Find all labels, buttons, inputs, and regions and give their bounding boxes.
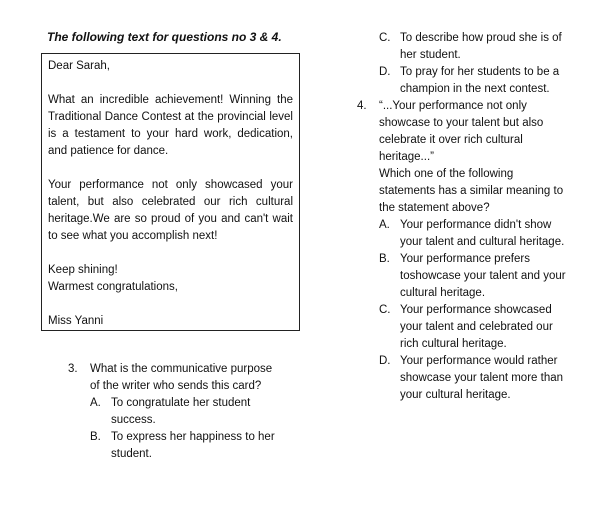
- option-text: rich cultural heritage.: [400, 338, 507, 350]
- greeting-card-letter: [41, 53, 300, 331]
- letter-paragraph-1: What an incredible achievement! Winning the Traditional Dance Contest at the provincial level is a testament to your hard work, dedication, and patience for dance.: [48, 94, 293, 157]
- option-3b: [90, 429, 308, 463]
- question-3: [68, 361, 308, 463]
- option-3d: [379, 64, 589, 98]
- option-text: To pray for her students to be a: [400, 66, 560, 78]
- option-text: her student.: [400, 49, 461, 61]
- question-4-quote-line: showcase to your talent but also: [379, 117, 544, 129]
- question-4-text-line: the statement above?: [379, 202, 490, 214]
- option-4b: [379, 251, 597, 302]
- option-4a: [379, 217, 597, 251]
- option-text: Your performance showcased: [400, 304, 552, 316]
- option-text: your cultural heritage.: [400, 389, 511, 401]
- question-4-text-line: Which one of the following: [379, 168, 514, 180]
- question-4-quote-line: “...Your performance not only: [379, 100, 527, 112]
- option-3a: [90, 395, 308, 429]
- option-text: Your performance didn't show: [400, 219, 552, 231]
- option-3c: [379, 30, 589, 64]
- option-letter: A.: [90, 397, 101, 409]
- option-letter: C.: [379, 32, 391, 44]
- option-text: toshowcase your talent and your: [400, 270, 566, 282]
- option-text: To express her happiness to her: [111, 431, 275, 443]
- option-4d: [379, 353, 597, 404]
- option-text: champion in the next contest.: [400, 83, 550, 95]
- letter-greeting: Dear Sarah,: [48, 60, 111, 72]
- letter-signature: Miss Yanni: [48, 315, 104, 327]
- option-4c: [379, 302, 597, 353]
- letter-closing-1: Keep shining!: [48, 264, 118, 276]
- option-letter: C.: [379, 304, 391, 316]
- option-letter: D.: [379, 66, 391, 78]
- option-letter: B.: [90, 431, 101, 443]
- option-text: showcase your talent more than: [400, 372, 564, 384]
- question-4: [357, 98, 597, 404]
- option-text: your talent and celebrated our: [400, 321, 553, 333]
- option-text: student.: [111, 448, 152, 460]
- option-text: success.: [111, 414, 156, 426]
- question-3-number: 3.: [68, 363, 78, 375]
- question-3-text-line: of the writer who sends this card?: [90, 380, 262, 392]
- option-text: Your performance would rather: [400, 355, 558, 367]
- option-text: Your performance prefers: [400, 253, 530, 265]
- option-text: cultural heritage.: [400, 287, 486, 299]
- option-letter: B.: [379, 253, 390, 265]
- question-3-continued: [379, 30, 589, 98]
- question-4-number: 4.: [357, 100, 367, 112]
- option-letter: A.: [379, 219, 390, 231]
- option-text: To congratulate her student: [111, 397, 251, 409]
- question-4-quote-line: celebrate it over rich cultural: [379, 134, 523, 146]
- letter-paragraph-2: Your performance not only showcased your talent, but also celebrated our rich cultural heritage.We are so proud of you and can't wait to see what you accomplish next!: [48, 179, 293, 242]
- option-letter: D.: [379, 355, 391, 367]
- option-text: your talent and cultural heritage.: [400, 236, 565, 248]
- option-text: To describe how proud she is of: [400, 32, 562, 44]
- question-3-text-line: What is the communicative purpose: [90, 363, 273, 375]
- section-heading: The following text for questions no 3 & 4.: [47, 30, 282, 44]
- letter-closing-2: Warmest congratulations,: [48, 281, 178, 293]
- question-4-quote-line: heritage...”: [379, 151, 434, 163]
- question-4-text-line: statements has a similar meaning to: [379, 185, 564, 197]
